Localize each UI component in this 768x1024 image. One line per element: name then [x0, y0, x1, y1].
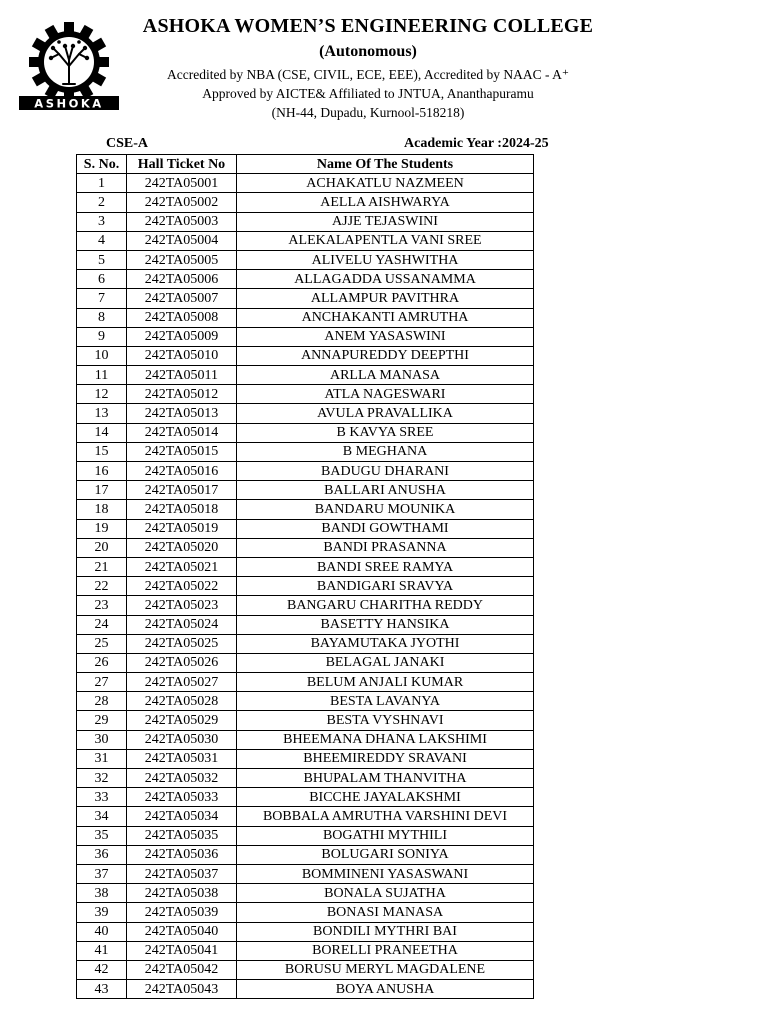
cell-student-name: BOMMINENI YASASWANI [237, 864, 534, 883]
cell-hall-ticket: 242TA05017 [127, 481, 237, 500]
cell-student-name: BONDILI MYTHRI BAI [237, 922, 534, 941]
table-row [77, 174, 534, 193]
cell-student-name: BHEEMANA DHANA LAKSHIMI [237, 730, 534, 749]
cell-student-name: BORUSU MERYL MAGDALENE [237, 960, 534, 979]
cell-student-name: BOBBALA AMRUTHA VARSHINI DEVI [237, 807, 534, 826]
table-row [77, 711, 534, 730]
table-row [77, 231, 534, 250]
table-row [77, 289, 534, 308]
cell-student-name: ALIVELU YASHWITHA [237, 250, 534, 269]
cell-serial-number: 22 [77, 577, 127, 596]
cell-hall-ticket: 242TA05011 [127, 366, 237, 385]
cell-hall-ticket: 242TA05027 [127, 673, 237, 692]
table-row [77, 807, 534, 826]
cell-serial-number: 27 [77, 673, 127, 692]
cell-student-name: B MEGHANA [237, 442, 534, 461]
cell-hall-ticket: 242TA05016 [127, 462, 237, 481]
table-row [77, 634, 534, 653]
cell-hall-ticket: 242TA05031 [127, 749, 237, 768]
cell-student-name: BANDI SREE RAMYA [237, 557, 534, 576]
cell-hall-ticket: 242TA05003 [127, 212, 237, 231]
cell-hall-ticket: 242TA05015 [127, 442, 237, 461]
cell-student-name: BANDI PRASANNA [237, 538, 534, 557]
cell-serial-number: 18 [77, 500, 127, 519]
cell-hall-ticket: 242TA05014 [127, 423, 237, 442]
table-row [77, 404, 534, 423]
cell-hall-ticket: 242TA05038 [127, 884, 237, 903]
cell-student-name: BASETTY HANSIKA [237, 615, 534, 634]
table-row [77, 308, 534, 327]
cell-serial-number: 30 [77, 730, 127, 749]
cell-hall-ticket: 242TA05005 [127, 250, 237, 269]
cell-hall-ticket: 242TA05025 [127, 634, 237, 653]
table-row [77, 596, 534, 615]
table-row [77, 500, 534, 519]
table-row [77, 442, 534, 461]
cell-student-name: BANGARU CHARITHA REDDY [237, 596, 534, 615]
cell-hall-ticket: 242TA05032 [127, 769, 237, 788]
column-header-hall-ticket: Hall Ticket No [127, 155, 237, 174]
cell-hall-ticket: 242TA05012 [127, 385, 237, 404]
cell-serial-number: 6 [77, 270, 127, 289]
cell-serial-number: 7 [77, 289, 127, 308]
cell-hall-ticket: 242TA05023 [127, 596, 237, 615]
cell-hall-ticket: 242TA05028 [127, 692, 237, 711]
table-row [77, 327, 534, 346]
cell-student-name: BOLUGARI SONIYA [237, 845, 534, 864]
cell-serial-number: 1 [77, 174, 127, 193]
cell-hall-ticket: 242TA05029 [127, 711, 237, 730]
cell-student-name: AELLA AISHWARYA [237, 193, 534, 212]
cell-serial-number: 12 [77, 385, 127, 404]
cell-hall-ticket: 242TA05010 [127, 346, 237, 365]
cell-serial-number: 13 [77, 404, 127, 423]
cell-student-name: BOGATHI MYTHILI [237, 826, 534, 845]
cell-serial-number: 36 [77, 845, 127, 864]
cell-serial-number: 11 [77, 366, 127, 385]
cell-hall-ticket: 242TA05018 [127, 500, 237, 519]
cell-serial-number: 15 [77, 442, 127, 461]
cell-student-name: BICCHE JAYALAKSHMI [237, 788, 534, 807]
cell-serial-number: 43 [77, 980, 127, 999]
college-logo [17, 22, 121, 112]
section-name: CSE-A [106, 136, 149, 151]
cell-serial-number: 42 [77, 960, 127, 979]
cell-serial-number: 10 [77, 346, 127, 365]
cell-hall-ticket: 242TA05002 [127, 193, 237, 212]
address-line: (NH-44, Dupadu, Kurnool-518218) [271, 105, 465, 120]
cell-serial-number: 23 [77, 596, 127, 615]
cell-serial-number: 37 [77, 864, 127, 883]
table-row [77, 423, 534, 442]
cell-hall-ticket: 242TA05030 [127, 730, 237, 749]
column-header-sno: S. No. [77, 155, 127, 174]
cell-student-name: ALLAMPUR PAVITHRA [237, 289, 534, 308]
cell-hall-ticket: 242TA05013 [127, 404, 237, 423]
cell-hall-ticket: 242TA05034 [127, 807, 237, 826]
cell-serial-number: 26 [77, 653, 127, 672]
cell-serial-number: 17 [77, 481, 127, 500]
table-row [77, 980, 534, 999]
table-row [77, 481, 534, 500]
cell-serial-number: 20 [77, 538, 127, 557]
cell-student-name: AVULA PRAVALLIKA [237, 404, 534, 423]
cell-serial-number: 40 [77, 922, 127, 941]
cell-student-name: BONASI MANASA [237, 903, 534, 922]
table-row [77, 884, 534, 903]
table-row [77, 212, 534, 231]
cell-hall-ticket: 242TA05036 [127, 845, 237, 864]
cell-serial-number: 25 [77, 634, 127, 653]
cell-hall-ticket: 242TA05033 [127, 788, 237, 807]
cell-student-name: AJJE TEJASWINI [237, 212, 534, 231]
cell-serial-number: 19 [77, 519, 127, 538]
cell-serial-number: 35 [77, 826, 127, 845]
cell-student-name: ACHAKATLU NAZMEEN [237, 174, 534, 193]
cell-student-name: BADUGU DHARANI [237, 462, 534, 481]
cell-serial-number: 34 [77, 807, 127, 826]
student-roll-table [76, 154, 534, 999]
cell-student-name: B KAVYA SREE [237, 423, 534, 442]
table-row [77, 730, 534, 749]
table-row [77, 826, 534, 845]
cell-serial-number: 32 [77, 769, 127, 788]
cell-hall-ticket: 242TA05043 [127, 980, 237, 999]
cell-student-name: BELUM ANJALI KUMAR [237, 673, 534, 692]
table-row [77, 769, 534, 788]
cell-hall-ticket: 242TA05026 [127, 653, 237, 672]
table-row [77, 366, 534, 385]
table-row [77, 845, 534, 864]
cell-student-name: BANDARU MOUNIKA [237, 500, 534, 519]
table-row [77, 385, 534, 404]
cell-serial-number: 3 [77, 212, 127, 231]
accreditation-line: Accredited by NBA (CSE, CIVIL, ECE, EEE), Accredited by NAAC - A⁺ [167, 67, 569, 82]
table-row [77, 538, 534, 557]
table-row [77, 749, 534, 768]
cell-serial-number: 24 [77, 615, 127, 634]
cell-serial-number: 8 [77, 308, 127, 327]
logo-wordmark: ASHOKA [34, 96, 104, 111]
table-row [77, 692, 534, 711]
cell-hall-ticket: 242TA05041 [127, 941, 237, 960]
cell-hall-ticket: 242TA05021 [127, 557, 237, 576]
cell-hall-ticket: 242TA05006 [127, 270, 237, 289]
cell-student-name: ANCHAKANTI AMRUTHA [237, 308, 534, 327]
table-row [77, 864, 534, 883]
cell-student-name: ANEM YASASWINI [237, 327, 534, 346]
table-row [77, 577, 534, 596]
table-row [77, 922, 534, 941]
cell-student-name: ALEKALAPENTLA VANI SREE [237, 231, 534, 250]
cell-hall-ticket: 242TA05024 [127, 615, 237, 634]
table-row [77, 462, 534, 481]
cell-serial-number: 21 [77, 557, 127, 576]
cell-student-name: BANDIGARI SRAVYA [237, 577, 534, 596]
cell-serial-number: 2 [77, 193, 127, 212]
cell-student-name: ARLLA MANASA [237, 366, 534, 385]
approval-line: Approved by AICTE& Affiliated to JNTUA, Ananthapuramu [202, 86, 534, 101]
college-name: ASHOKA WOMEN’S ENGINEERING COLLEGE [142, 15, 594, 37]
cell-serial-number: 33 [77, 788, 127, 807]
cell-student-name: BHUPALAM THANVITHA [237, 769, 534, 788]
table-row [77, 270, 534, 289]
cell-hall-ticket: 242TA05020 [127, 538, 237, 557]
table-row [77, 250, 534, 269]
cell-serial-number: 38 [77, 884, 127, 903]
table-row [77, 615, 534, 634]
cell-hall-ticket: 242TA05001 [127, 174, 237, 193]
cell-serial-number: 4 [77, 231, 127, 250]
column-header-student-name: Name Of The Students [237, 155, 534, 174]
cell-hall-ticket: 242TA05022 [127, 577, 237, 596]
cell-hall-ticket: 242TA05007 [127, 289, 237, 308]
cell-hall-ticket: 242TA05009 [127, 327, 237, 346]
cell-student-name: BHEEMIREDDY SRAVANI [237, 749, 534, 768]
cell-student-name: BESTA VYSHNAVI [237, 711, 534, 730]
table-row [77, 519, 534, 538]
cell-serial-number: 16 [77, 462, 127, 481]
cell-serial-number: 29 [77, 711, 127, 730]
cell-hall-ticket: 242TA05008 [127, 308, 237, 327]
cell-student-name: BALLARI ANUSHA [237, 481, 534, 500]
cell-student-name: BONALA SUJATHA [237, 884, 534, 903]
cell-hall-ticket: 242TA05039 [127, 903, 237, 922]
table-row [77, 941, 534, 960]
cell-student-name: BESTA LAVANYA [237, 692, 534, 711]
cell-student-name: BANDI GOWTHAMI [237, 519, 534, 538]
table-row [77, 557, 534, 576]
table-row [77, 346, 534, 365]
cell-hall-ticket: 242TA05004 [127, 231, 237, 250]
cell-serial-number: 14 [77, 423, 127, 442]
cell-serial-number: 9 [77, 327, 127, 346]
cell-serial-number: 39 [77, 903, 127, 922]
cell-student-name: BELAGAL JANAKI [237, 653, 534, 672]
cell-serial-number: 31 [77, 749, 127, 768]
cell-hall-ticket: 242TA05019 [127, 519, 237, 538]
table-row [77, 673, 534, 692]
cell-serial-number: 28 [77, 692, 127, 711]
cell-student-name: BAYAMUTAKA JYOTHI [237, 634, 534, 653]
gear-tree-logo-icon [17, 22, 121, 112]
cell-serial-number: 41 [77, 941, 127, 960]
cell-student-name: ANNAPUREDDY DEEPTHI [237, 346, 534, 365]
cell-hall-ticket: 242TA05037 [127, 864, 237, 883]
table-header-row [77, 155, 534, 174]
table-row [77, 960, 534, 979]
cell-serial-number: 5 [77, 250, 127, 269]
cell-student-name: ALLAGADDA USSANAMMA [237, 270, 534, 289]
autonomous-status: (Autonomous) [319, 43, 417, 60]
cell-student-name: BOYA ANUSHA [237, 980, 534, 999]
table-row [77, 653, 534, 672]
table-row [77, 193, 534, 212]
academic-year: Academic Year :2024-25 [404, 136, 549, 151]
table-row [77, 903, 534, 922]
table-row [77, 788, 534, 807]
cell-student-name: ATLA NAGESWARI [237, 385, 534, 404]
cell-hall-ticket: 242TA05042 [127, 960, 237, 979]
cell-student-name: BORELLI PRANEETHA [237, 941, 534, 960]
cell-hall-ticket: 242TA05040 [127, 922, 237, 941]
cell-hall-ticket: 242TA05035 [127, 826, 237, 845]
